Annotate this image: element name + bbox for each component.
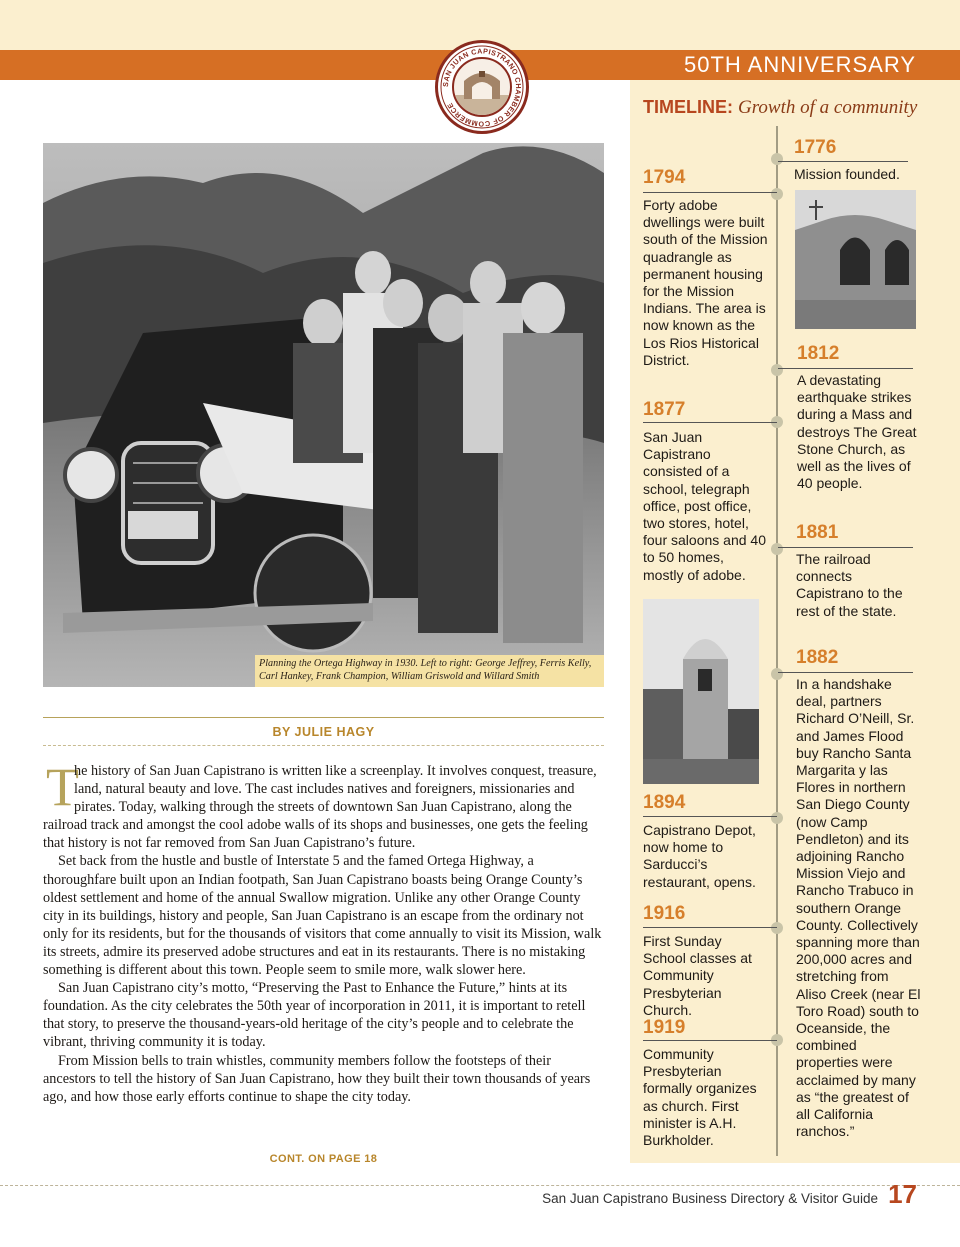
timeline-dot <box>771 364 783 376</box>
publication-name: San Juan Capistrano Business Directory & Visitor Guide <box>542 1191 878 1206</box>
paragraph-text: he history of San Juan Capistrano is written like a screenplay. It involves conquest, treasure, land, natural beauty and love. The cast includes natives and foreigners, missionaries and pirates. Today, walking through the streets of downtown San Juan Capistrano, along the railroad track and amongst the cool adobe walls of its shops and businesses, one gets the feeling that history is not far removed from San Juan Capistrano’s future. <box>43 763 597 852</box>
timeline-year: 1776 <box>794 137 837 158</box>
timeline-year: 1894 <box>643 792 686 813</box>
timeline-dot <box>771 543 783 555</box>
timeline-dot <box>771 668 783 680</box>
mission-bells-photo <box>795 190 916 329</box>
byline: BY JULIE HAGY <box>272 725 375 739</box>
timeline-year: 1916 <box>643 903 686 924</box>
year-rule <box>778 672 913 673</box>
capistrano-depot-photo <box>643 599 759 784</box>
year-rule <box>643 1040 777 1041</box>
timeline-entry: Mission founded. <box>794 166 900 182</box>
article-paragraph: From Mission bells to train whistles, community members follow the footsteps of their ancestors to tell the history of San Juan Capistrano, how they built their town thousands of years ago, and how those early efforts continue to shape the city today. <box>43 1052 591 1105</box>
year-rule <box>778 547 913 548</box>
timeline-year: 1877 <box>643 399 686 420</box>
divider <box>43 717 604 718</box>
timeline-year: 1881 <box>796 522 839 543</box>
timeline-entry: Forty adobe dwellings were built south of the Mission quadrangle as permanent housing for the Mission Indians. The area is now known as the Los Rios Historical District. <box>643 197 768 368</box>
year-rule <box>643 192 777 193</box>
year-rule <box>778 161 908 162</box>
timeline-year: 1882 <box>796 647 839 668</box>
timeline-entry: First Sunday School classes at Community Presbyterian Church. <box>643 933 752 1018</box>
chamber-seal-logo <box>435 40 529 134</box>
banner-title: 50TH ANNIVERSARY <box>683 52 916 77</box>
timeline-entry: Community Presbyterian formally organizes as church. First minister is A.H. Burkholder. <box>643 1046 757 1149</box>
timeline-entry: Capistrano Depot, now home to Sarducci’s restaurant, opens. <box>643 822 756 890</box>
drop-cap: T <box>46 757 79 817</box>
timeline-dot <box>771 812 783 824</box>
divider <box>43 745 604 746</box>
timeline-entry: The railroad connects Capistrano to the rest of the state. <box>796 551 903 619</box>
seal-lettering <box>438 43 526 131</box>
continued-link[interactable]: CONT. ON PAGE 18 <box>269 1153 378 1165</box>
timeline-year: 1812 <box>797 343 840 364</box>
page-number: 17 <box>888 1179 917 1209</box>
year-rule <box>643 816 777 817</box>
year-rule <box>778 368 913 369</box>
article-paragraph <box>43 757 604 852</box>
historic-photo <box>43 143 604 687</box>
timeline-dot <box>771 188 783 200</box>
timeline-entry: San Juan Capistrano consisted of a school, telegraph office, post office, two stores, hotel, four saloons and 40 to 50 homes, mostly of adobe. <box>643 429 766 583</box>
timeline-entry: In a handshake deal, partners Richard O’Neill, Sr. and James Flood buy Rancho Santa Margarita y las Flores in northern San Diego County (now Camp Pendleton) and its adjoining Rancho Mission Viejo and Rancho Trabuco in southern Orange County. Collectively spanning more than 200,000 acres and stretching from Aliso Creek (near El Toro Road) south to Oceanside, the combined properties were acclaimed by many as “the greatest of all California ranchos.” <box>796 676 921 1140</box>
timeline-year: 1919 <box>643 1017 686 1038</box>
timeline-label: TIMELINE: <box>643 97 733 117</box>
article-paragraph: San Juan Capistrano city’s motto, “Preserving the Past to Enhance the Future,” hints at its foundation. As the city celebrates the 50th year of incorporation in 2011, it is important to retell that story, to preserve the thousand-years-old heritage of the city’s people and to celebrate the vibrant, thriving community it is today. <box>43 980 586 1051</box>
timeline-line <box>776 126 778 1156</box>
timeline-dot <box>771 922 783 934</box>
year-rule <box>643 422 777 423</box>
photo-caption: Planning the Ortega Highway in 1930. Left to right: George Jeffrey, Ferris Kelly, Carl Hankey, Frank Champion, William Griswold and Willard Smith <box>255 655 604 687</box>
timeline-heading <box>643 97 917 119</box>
timeline-year: 1794 <box>643 167 686 188</box>
timeline-dot <box>771 153 783 165</box>
article-body <box>43 757 604 1106</box>
timeline-subtitle: Growth of a community <box>738 97 918 118</box>
timeline-entry: A devastating earthquake strikes during a Mass and destroys The Great Stone Church, as well as the lives of 40 people. <box>797 372 917 492</box>
year-rule <box>643 927 777 928</box>
svg-text:SAN JUAN CAPISTRANO CHAMBER OF: SAN JUAN CAPISTRANO CHAMBER OF COMMERCE <box>440 46 524 129</box>
article-paragraph: Set back from the hustle and bustle of Interstate 5 and the famed Ortega Highway, a thoroughfare built upon an Indian footpath, San Juan Capistrano boasts being Orange County’s oldest settlement and home of the annual Swallow migration. Unlike any other Orange County city in its buildings, history and people, San Juan Capistrano is an escape from the ordinary not only for its residents, but for the thousands of visitors that come annually to visit its Mission, walk its streets, admire its preserved adobe structures and eat in its restaurants. There is no mistaking something is different about this town. People seem to smile more, walk slower here. <box>43 853 602 979</box>
footer-divider <box>0 1185 960 1186</box>
